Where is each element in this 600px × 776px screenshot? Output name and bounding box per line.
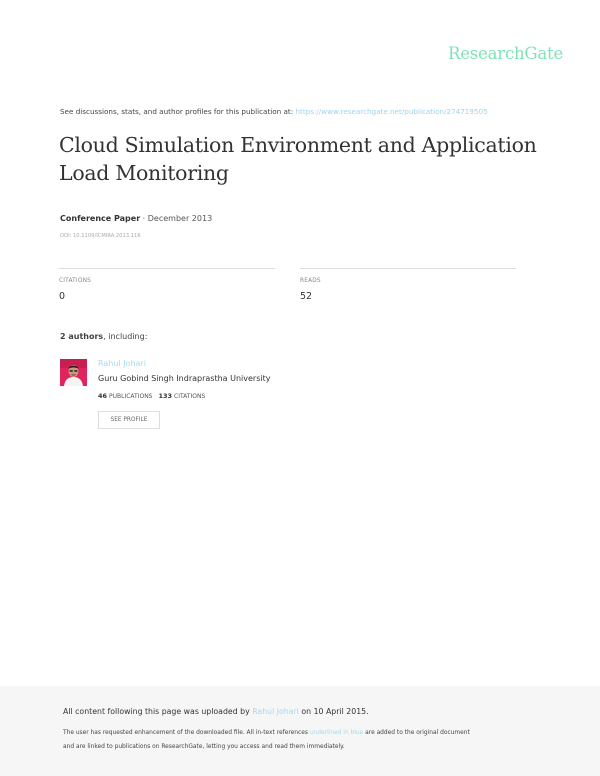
reads-label: READS — [300, 278, 321, 284]
footer-note-line-2: and are linked to publications on ResearchGate, letting you access and read them immediately. — [63, 744, 345, 750]
reads-value: 52 — [300, 291, 313, 302]
author-avatar[interactable] — [60, 359, 87, 386]
author-publications-label: PUBLICATIONS — [108, 393, 153, 400]
discussion-text: See discussions, stats, and author profiles for this publication at: — [60, 107, 296, 116]
upload-footer — [0, 686, 600, 776]
paper-title — [59, 131, 539, 187]
note-suffix: are added to the original document — [363, 730, 470, 736]
see-profile-button[interactable]: SEE PROFILE — [98, 411, 160, 429]
upload-info — [63, 707, 369, 716]
author-publications-count: 46 — [98, 392, 108, 400]
footer-note-line-1 — [63, 730, 470, 736]
author-stats — [98, 392, 205, 400]
citations-label: CITATIONS — [59, 278, 91, 284]
reads-stat — [300, 268, 516, 302]
author-citations-count: 133 — [158, 392, 173, 400]
paper-title-line-2: Load Monitoring — [59, 161, 229, 185]
author-institution: Guru Gobind Singh Indraprastha University — [98, 374, 271, 383]
upload-prefix: All content following this page was uploaded by — [63, 707, 253, 716]
discussion-line — [60, 107, 488, 116]
paper-title-line-1: Cloud Simulation Environment and Application — [59, 133, 537, 157]
avatar-photo-icon — [60, 359, 87, 386]
paper-date: · December 2013 — [140, 214, 213, 223]
author-name-link[interactable]: Rahul Johari — [98, 359, 146, 368]
paper-type: Conference Paper — [60, 214, 141, 223]
authors-count: 2 authors — [60, 332, 104, 341]
note-prefix: The user has requested enhancement of the downloaded file. All in-text references — [63, 730, 310, 736]
publication-url-link[interactable]: https://www.researchgate.net/publication/274719505 — [295, 107, 488, 116]
paper-meta — [60, 214, 212, 223]
uploader-link[interactable]: Rahul Johari — [252, 707, 299, 716]
citations-value: 0 — [59, 291, 66, 302]
authors-heading — [60, 332, 147, 341]
researchgate-logo[interactable]: ResearchGate — [448, 44, 564, 63]
upload-suffix: on 10 April 2015. — [298, 707, 369, 716]
paper-doi: DOI: 10.1109/ICMIRA.2013.116 — [60, 233, 141, 239]
citations-stat — [59, 268, 275, 302]
author-citations-label: CITATIONS — [174, 393, 206, 400]
underlined-in-blue-link[interactable]: underlined in blue — [309, 730, 364, 736]
authors-suffix: , including: — [103, 332, 148, 341]
